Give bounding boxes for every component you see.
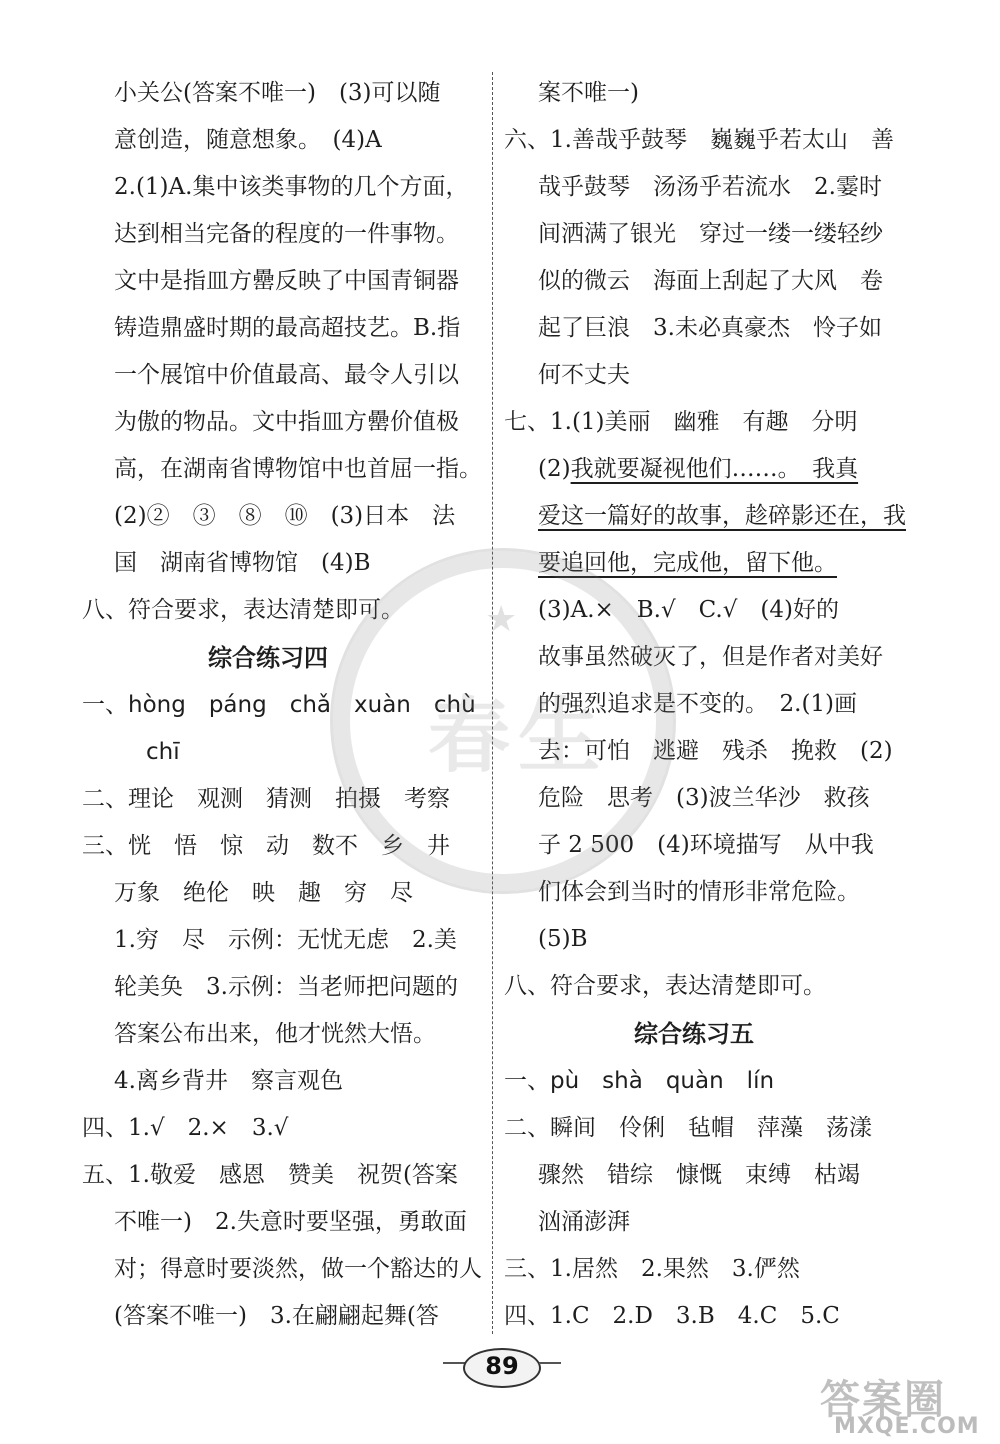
answer-line: 起了巨浪 3.未必真豪杰 怜子如 xyxy=(538,315,882,341)
answer-line: 一个展馆中价值最高、最令人引以 xyxy=(114,362,459,388)
answer-line: 间洒满了银光 穿过一缕一缕轻纱 xyxy=(538,221,883,247)
answer-line: 四、1.C 2.D 3.B 4.C 5.C xyxy=(504,1303,840,1329)
pinyin-line: 一、hòng páng chǎ xuàn chù xyxy=(82,692,476,718)
answer-line: 八、符合要求，表达清楚即可。 xyxy=(504,973,826,999)
answer-line: 似的微云 海面上刮起了大风 卷 xyxy=(538,268,883,294)
answer-line: 高，在湖南省博物馆中也首屈一指。 xyxy=(114,456,482,482)
answer-line: 二、瞬间 伶俐 毡帽 萍藻 荡漾 xyxy=(504,1115,872,1141)
answer-line: 2.(1)A.集中该类事物的几个方面， xyxy=(114,174,469,200)
site-watermark xyxy=(820,1368,998,1442)
answer-line: 五、1.敬爱 感恩 赞美 祝贺(答案 xyxy=(82,1162,458,1188)
answer-line: 四、1.√ 2.× 3.√ xyxy=(82,1115,289,1141)
answer-line: (2)② ③ ⑧ ⑩ (3)日本 法 xyxy=(114,503,456,529)
decor-line xyxy=(539,1362,561,1364)
answer-line: (3)A.× B.√ C.√ (4)好的 xyxy=(538,597,839,623)
answer-line: 文中是指皿方罍反映了中国青铜器 xyxy=(114,268,459,294)
section-title: 综合练习五 xyxy=(634,1020,754,1048)
answer-line: 三、恍 悟 惊 动 数不 乡 井 xyxy=(82,833,450,859)
answer-line: 国 湖南省博物馆 (4)B xyxy=(114,550,371,576)
answer-line: 铸造鼎盛时期的最高超技艺。B.指 xyxy=(114,315,461,341)
page-number: 89 xyxy=(485,1352,519,1380)
star-icon: ★ xyxy=(485,599,518,640)
answer-line: 骤然 错综 慷慨 束缚 枯竭 xyxy=(538,1162,860,1188)
pinyin-line: 一、pù shà quàn lín xyxy=(504,1068,775,1094)
answer-line: 八、符合要求，表达清楚即可。 xyxy=(82,597,404,623)
answer-line: 汹涌澎湃 xyxy=(538,1209,630,1235)
pinyin-line: chī xyxy=(146,739,180,765)
answer-line: (答案不唯一) 3.在翩翩起舞(答 xyxy=(114,1303,439,1329)
answer-line: 何不丈夫 xyxy=(538,362,630,388)
underlined-answer: 我就要凝视他们……。 我真 xyxy=(570,456,859,482)
answer-line xyxy=(538,454,858,484)
answer-line: 哉乎鼓琴 汤汤乎若流水 2.霎时 xyxy=(538,174,882,200)
answer-line: 达到相当完备的程度的一件事物。 xyxy=(114,221,459,247)
answer-line: 危险 思考 (3)波兰华沙 救孩 xyxy=(538,785,870,811)
answer-line: 为傲的物品。文中指皿方罍价值极 xyxy=(114,409,459,435)
answer-line: 三、1.居然 2.果然 3.俨然 xyxy=(504,1256,800,1282)
answer-line: 小关公(答案不唯一) (3)可以随 xyxy=(114,80,441,106)
decor-line xyxy=(443,1362,465,1364)
answer-line: (5)B xyxy=(538,926,588,952)
answer-line: 案不唯一) xyxy=(538,80,639,106)
section-title: 综合练习四 xyxy=(208,644,328,672)
answer-line: 的强烈追求是不变的。 2.(1)画 xyxy=(538,691,858,717)
underlined-answer: 要追回他，完成他，留下他。 xyxy=(538,550,837,576)
answer-line: 答案公布出来，他才恍然大悟。 xyxy=(114,1021,436,1047)
answer-line: 二、理论 观测 猜测 拍摄 考察 xyxy=(82,786,450,812)
answer-line: 4.离乡背井 察言观色 xyxy=(114,1068,343,1094)
answer-line: 子 2 500 (4)环境描写 从中我 xyxy=(538,832,874,858)
answer-line: 1.穷 尽 示例：无忧无虑 2.美 xyxy=(114,927,457,953)
answer-line: 轮美奂 3.示例：当老师把问题的 xyxy=(114,974,458,1000)
answer-line: 去：可怕 逃避 残杀 挽救 (2) xyxy=(538,738,893,764)
answer-line: 故事虽然破灭了，但是作者对美好 xyxy=(538,644,883,670)
answer-line: 不唯一) 2.失意时要坚强，勇敢面 xyxy=(114,1209,467,1235)
answer-prefix: (2) xyxy=(538,456,571,482)
watermark-logo-text: 答案圈 xyxy=(820,1377,946,1423)
stamp-text: 春生 xyxy=(428,689,609,784)
column-divider xyxy=(492,72,493,1334)
answer-line: 对；得意时要淡然，做一个豁达的人 xyxy=(114,1256,482,1282)
watermark-url: MXQE.COM xyxy=(834,1414,980,1439)
answer-line: 六、1.善哉乎鼓琴 巍巍乎若太山 善 xyxy=(504,127,894,153)
answer-line: 万象 绝伦 映 趣 穷 尽 xyxy=(114,880,413,906)
answer-line: 意创造，随意想象。 (4)A xyxy=(114,127,382,153)
underlined-answer: 爱这一篇好的故事，趁碎影还在，我 xyxy=(538,503,906,529)
answer-line: 七、1.(1)美丽 幽雅 有趣 分明 xyxy=(504,409,858,435)
answer-line: 们体会到当时的情形非常危险。 xyxy=(538,879,860,905)
page-number-badge xyxy=(443,1344,557,1388)
